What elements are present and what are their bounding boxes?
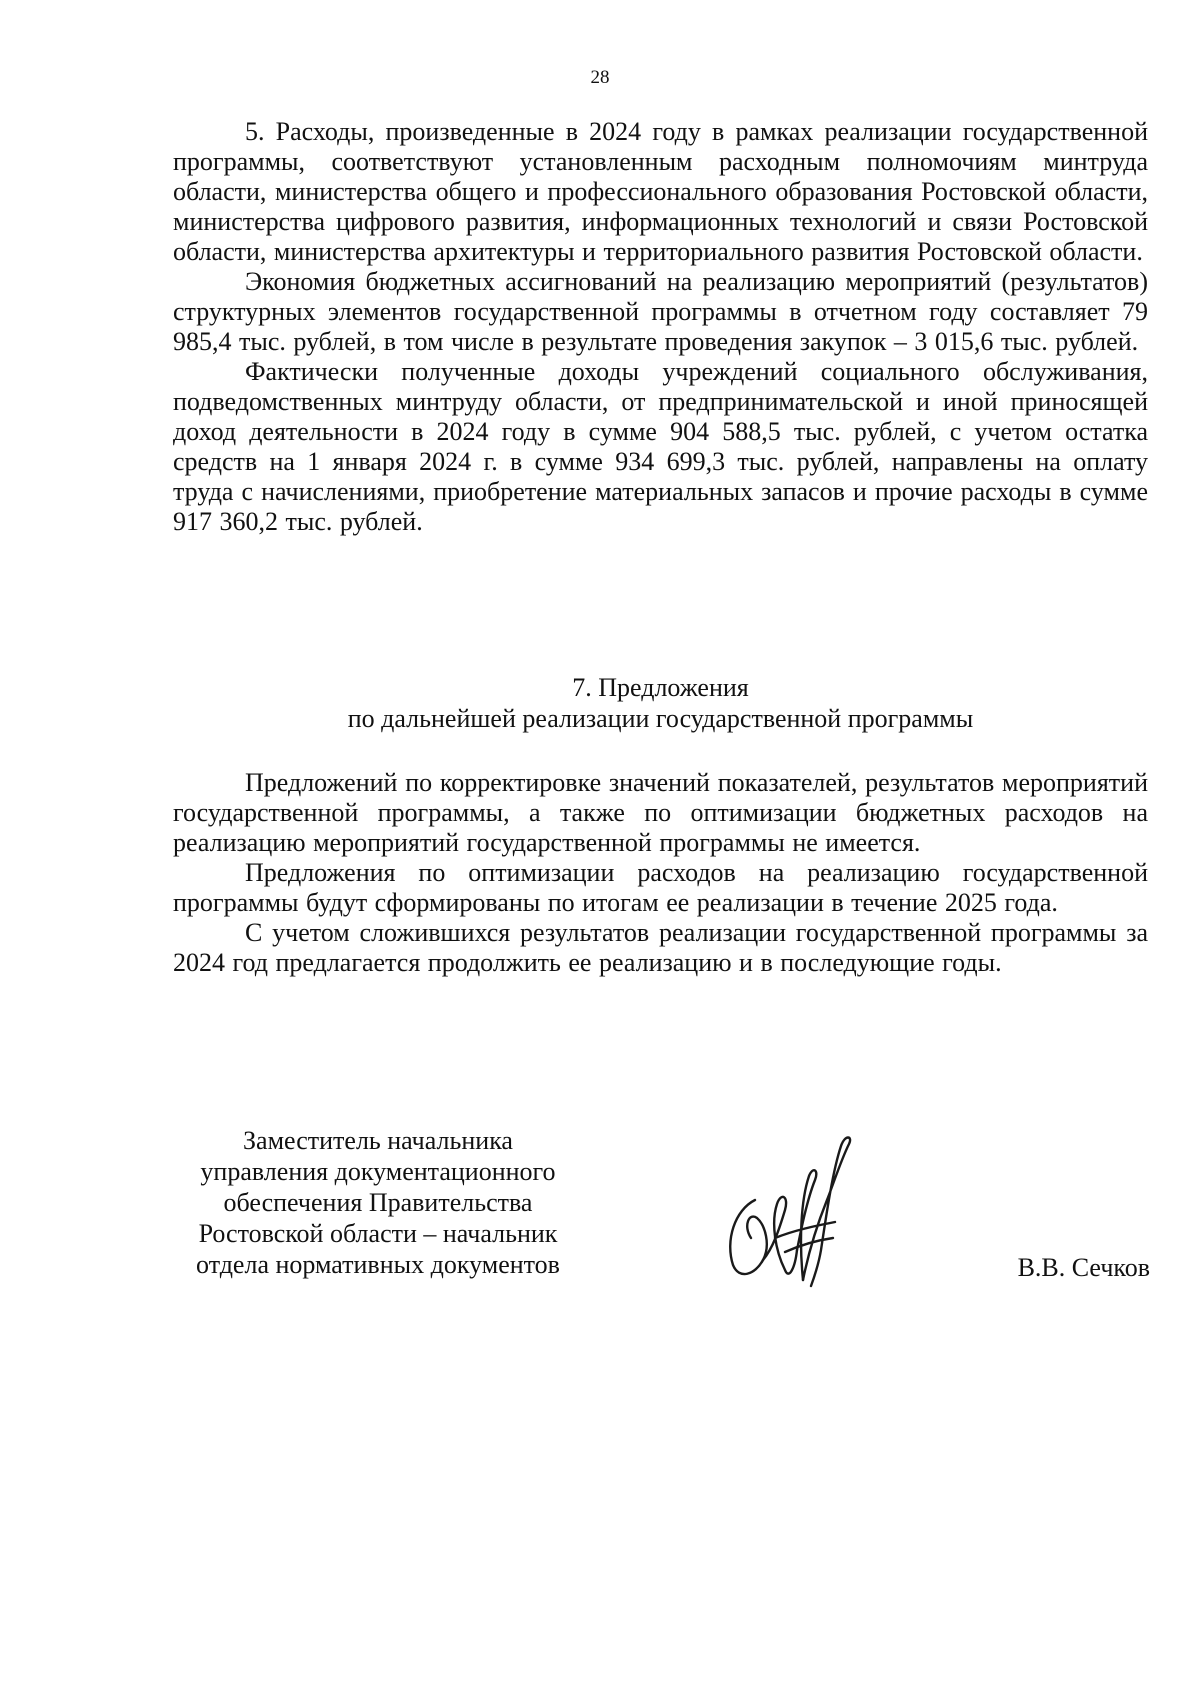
paragraph-savings: Экономия бюджетных ассигнований на реализацию мероприятий (результатов) структурных элементов государственной программы в отчетном году составляет 79 985,4 тыс. рублей, в том числе в результате проведения закупок – 3 015,6 тыс. рублей.	[173, 267, 1148, 356]
expenses-section	[173, 117, 1148, 537]
section-7-heading-line1: 7. Предложения	[572, 673, 749, 702]
signatory-name: В.В. Сечков	[1017, 1253, 1150, 1282]
signatory-position-line: Ростовской области – начальник	[198, 1219, 558, 1248]
paragraph-proposals-continue: С учетом сложившихся результатов реализации государственной программы за 2024 год предлагается продолжить ее реализацию и в последующие годы.	[173, 918, 1148, 977]
signatory-position	[168, 1125, 588, 1280]
section-7-heading-line2: по дальнейшей реализации государственной программы	[347, 704, 974, 733]
paragraph-proposals-optimization: Предложения по оптимизации расходов на реализацию государственной программы будут сформированы по итогам ее реализации в течение 2025 года.	[173, 858, 1148, 917]
paragraph-proposals-none: Предложений по корректировке значений показателей, результатов мероприятий государственной программы, а также по оптимизации бюджетных расходов на реализацию мероприятий государственной программы не имеется.	[173, 768, 1148, 857]
paragraph-expenses: 5. Расходы, произведенные в 2024 году в рамках реализации государственной программы, соответствуют установленным расходным полномочиям минтруда области, министерства общего и профессионального образования Ростовской области, министерства цифрового развития, информационных технологий и связи Ростовской области, министерства архитектуры и территориального развития Ростовской области.	[173, 117, 1148, 266]
section-7-heading	[173, 672, 1148, 734]
signatory-position-line: Заместитель начальника	[243, 1126, 513, 1155]
signatory-position-line: управления документационного	[200, 1157, 556, 1186]
proposals-section	[173, 768, 1148, 978]
paragraph-income: Фактически полученные доходы учреждений социального обслуживания, подведомственных минтруду области, от предпринимательской и иной приносящей доход деятельности в 2024 году в сумме 904 588,5 тыс. рублей, с учетом остатка средств на 1 января 2024 г. в сумме 934 699,3 тыс. рублей, направлены на оплату труда с начислениями, приобретение материальных запасов и прочие расходы в сумме 917 360,2 тыс. рублей.	[173, 357, 1148, 536]
handwritten-signature	[715, 1130, 865, 1290]
signatory-position-line: отдела нормативных документов	[196, 1250, 560, 1279]
page-number: 28	[590, 67, 610, 88]
signatory-position-line: обеспечения Правительства	[223, 1188, 533, 1217]
